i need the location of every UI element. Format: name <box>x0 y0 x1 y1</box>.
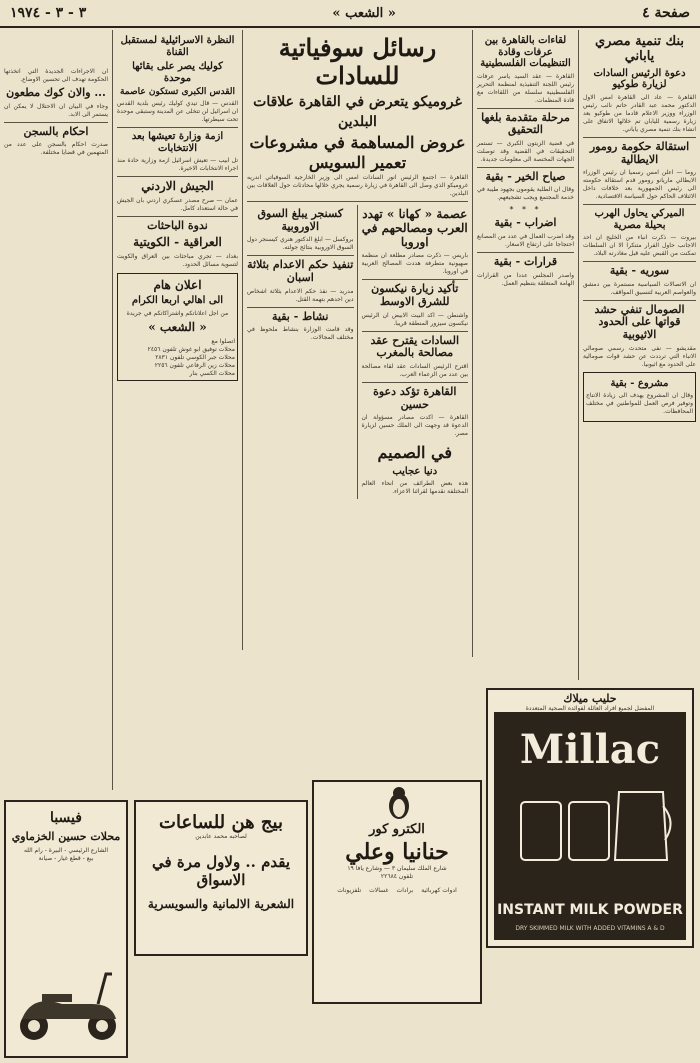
article-body: بيروت — ذكرت انباء من الخليج ان احد الاجانب حاول الفرار متنكرا الا ان السلطات تمكنت من القبض عليه قبل مغادرته البلاد. <box>583 234 696 258</box>
ad-electro-list <box>314 887 480 895</box>
article-body: وقد اضرب العمال في عدد من المصانع احتجاجا على ارتفاع الاسعار. <box>477 233 574 249</box>
ad-vespa <box>4 800 128 1058</box>
article-body: القاهرة — عاد الى القاهرة امس الاول الدكتور محمد عبد القادر حاتم نائب رئيس الوزراء ووزير الاعلام قادما من طوكيو بعد زيارة رسمية لليابان تم خلالها الاتفاق على انشاء بنك تنمية مصري ياباني. <box>583 93 696 133</box>
ad-vespa-brand: فيسبا <box>50 810 82 826</box>
article-body: اقترح الرئيس السادات عقد لقاء مصالحة بين عدد من الزعماء العرب. <box>361 362 468 378</box>
article-body: مدريد — نفذ حكم الاعدام بثلاثة اشخاص دين احدهم بتهمة القتل. <box>247 287 354 303</box>
column-4 <box>112 30 242 790</box>
headline-canal: النظرة الاسرائيلية لمستقبل القناة <box>120 35 235 58</box>
ad-electro-item: برادات <box>396 887 414 894</box>
column-3 <box>242 30 472 650</box>
headline-visit: دعوة الرئيس السادات لزيارة طوكيو <box>593 67 686 91</box>
divider <box>362 382 469 383</box>
headline-crisis: ازمة وزارة تعيشها بعد الانتخابات <box>131 131 224 154</box>
headline-gromyko: غروميكو يتعرض في القاهرة علاقات البلدين <box>253 94 462 130</box>
divider <box>583 204 696 205</box>
divider <box>247 201 468 202</box>
ad-electro <box>312 780 482 1004</box>
ad-millac-top: حليب ميلاك <box>563 692 617 705</box>
announcement-line: اتصلوا مع <box>211 337 235 345</box>
article-body: وقال ان الطلبة يقومون بجهود طيبة في خدمة المجتمع ويجب تشجيعهم. <box>477 186 574 202</box>
ad-watches-title: بيج هن للساعات <box>159 812 283 833</box>
ad-watches <box>134 800 308 956</box>
article-body: عمان — صرح مصدر عسكري اردني بان الجيش في حالة استعداد كامل. <box>117 197 238 213</box>
ad-millac-brand: Millac <box>519 726 661 773</box>
divider <box>117 127 238 128</box>
masthead <box>0 0 700 28</box>
divider <box>362 331 469 332</box>
divider <box>362 279 469 280</box>
article-body: ان الاتصالات السياسية مستمرة بين دمشق والعواصم العربية لتنسيق المواقف. <box>583 280 696 296</box>
ad-electro-phone: تلفون ٢٢٦٨٤ <box>380 873 414 880</box>
headline-kahana: عصمة « كهانا » تهدد العرب ومصالحهم في اوروبا <box>361 207 468 249</box>
article-body: في قضية الزيتون الكبرى — تستمر التحقيقات في القضية وقد توصلت الجهات المختصة الى معلومات جديدة. <box>477 139 574 163</box>
ad-watches-line: الشعرية الالمانية والسويسرية <box>147 897 295 911</box>
sub-column-left <box>247 205 358 499</box>
headline-project: مشروع - بقية <box>610 377 669 389</box>
scooter-illustration <box>12 964 124 1044</box>
feature-title: في الصميم <box>377 443 452 463</box>
project-box <box>583 372 696 423</box>
divider <box>117 216 238 217</box>
headline-arafat: لقاءات بالقاهرة بين عرفات وقادة التنظيمات الفلسطينية <box>480 35 571 69</box>
divider <box>583 261 696 262</box>
separator-stars: * * * <box>509 205 542 215</box>
announcement-line: محلات جبر الكوسي تلفون ٢٨٣١ <box>155 353 235 361</box>
article-body: القاهرة — عقد السيد ياسر عرفات رئيس اللجنة التنفيذية لمنظمة التحرير الفلسطينية سلسلة من اللقاءات مع قادة المنظمات. <box>477 72 574 104</box>
ad-electro-address: شارع الملك سليمان ٣ — وشارع يافا ١٩ <box>347 865 447 872</box>
sub-column-right <box>362 205 469 499</box>
article-body: بغداد — تجري مباحثات بين العراق والكويت لتسوية مسائل الحدود. <box>117 252 238 268</box>
ad-electro-name: حنانيا وعلي <box>345 839 449 865</box>
ad-watches-owner: لصاحبه محمد عابدين <box>195 833 247 840</box>
announcement-line: محلات زين الرفاعي تلفون ٢٢٥٦ <box>154 361 235 369</box>
ad-millac-fine-print: DRY SKIMMED MILK WITH ADDED VITAMINS A & D <box>515 925 665 932</box>
headline-rumor: استقالة حكومة رومور الايطالية <box>589 139 690 166</box>
divider <box>247 307 354 308</box>
headline-syria: سوريه - بقية <box>609 264 670 278</box>
article-body: بروكسل — ابلغ الدكتور هنري كيسنجر دول السوق الاوروبية بنتائج جولته. <box>247 236 354 252</box>
headline-researchers: ندوة الباحثات <box>147 219 208 233</box>
ad-electro-item: غسالات <box>369 887 389 894</box>
headline-kissinger: كسنجر يبلغ السوق الاوروبية <box>257 207 343 233</box>
ad-vespa-line: بيع - قطع غيار - صيانة <box>38 855 94 862</box>
article-body: ان الاجراءات الجديدة التي اتخذتها الحكومة تهدف الى تحسين الاوضاع. <box>4 68 108 83</box>
headline-decisions: قرارات - بقية <box>493 255 558 269</box>
milk-jug-illustration <box>507 782 677 872</box>
headline-somalia: الصومال تنفي حشد قواتها على الحدود الاثيوبية <box>594 302 685 342</box>
paper-name: « الشعب » <box>332 5 396 21</box>
sub-columns <box>247 205 468 499</box>
article-body: وجاء في البيان ان الاحتلال لا يمكن ان يستمر الى الابد. <box>4 102 108 118</box>
ad-millac <box>486 688 694 948</box>
announcement-subtitle: الى اهالي اربعا الكرام <box>131 295 224 307</box>
article-body: وقد قامت الوزارة بنشاط ملحوظ في مختلف المجالات. <box>247 326 354 342</box>
column-2 <box>472 30 578 657</box>
ad-electro-item: ادوات كهربائية <box>421 887 457 894</box>
ad-electro-item: تلفزيونات <box>337 887 362 894</box>
feature-subtitle: دنيا عجايب <box>392 465 438 477</box>
divider <box>477 252 574 253</box>
headline-cook: ... والان كوك مطعون <box>6 86 106 99</box>
headline-escape: الميركي يحاول الهرب بحيلة مصرية <box>594 208 685 231</box>
column-5 <box>0 30 112 790</box>
article-body: باريس — ذكرت مصادر مطلعة ان منظمة صهيونية متطرفة هددت المصالح العربية في اوروبا. <box>361 252 468 276</box>
headline-jordan-army: الجيش الاردني <box>141 179 214 194</box>
headline-jerusalem: القدس الكبرى تستكون عاصمة <box>119 87 236 97</box>
headline-bank: بنك تنمية مصري ياباني <box>594 34 685 64</box>
headline-suez: عروض المساهمة في مشروعات تعمير السويس <box>249 133 466 172</box>
article-body: تل ابيب — تعيش اسرائيل ازمة وزارية حادة منذ اجراء الانتخابات الاخيرة. <box>117 157 238 173</box>
announcement-paper: « الشعب » <box>148 319 207 334</box>
headline-sadat-morocco: السادات يقترح عقد مصالحة بالمغرب <box>370 333 460 360</box>
headline-kollek: كوليك يصر على بقائها موحدة <box>132 61 223 84</box>
divider <box>477 167 574 168</box>
article-body: القاهرة — اكدت مصادر مسؤولة ان الدعوة قد وجهت الى الملك حسين لزيارة مصر. <box>361 414 468 438</box>
headline-main: رسائل سوفياتية للسادات <box>278 33 437 90</box>
announcement-line: محلات توفيق ابو غوش تلفون ٢٤٥٦ <box>147 345 235 353</box>
headline-nixon: تأكيد زيارة نيكسون للشرق الاوسط <box>371 282 459 309</box>
ad-millac-panel <box>494 712 686 940</box>
article-body: هذه بعض الطرائف من انحاء العالم المختلفة نقدمها لقرائنا الاعزاء. <box>361 480 468 496</box>
ad-vespa-address: الشارع الرئيسي - البيرة - رام الله <box>23 847 109 854</box>
headline-execution: تنفيذ حكم الاعدام بثلاثة اسبان <box>247 258 354 284</box>
announcement-title: اعلان هام <box>153 277 202 292</box>
article-body: روما — اعلن امس رسميا ان رئيس الوزراء الايطالي ماريانو رومور قدم استقالة حكومته الى رئيس الجمهورية بعد خلافات داخل الائتلاف الحاكم حول السياسة الاقتصادية. <box>583 169 696 201</box>
ad-watches-slogan: يقدم .. ولاول مرة في الاسواق <box>151 853 291 889</box>
ad-millac-subtitle: المفضل لجميع افراد العائلة لفوائده الصحية المتعددة <box>525 705 655 712</box>
divider <box>4 122 108 123</box>
headline-iraq-kuwait: العراقية - الكويتية <box>133 234 222 249</box>
article-body: القاهرة — اجتمع الرئيس انور السادات امس الى وزير الخارجية السوفياتي اندريه غروميكو الذي وصل الى القاهرة في زيارة رسمية يجري خلالها محادثات حول العلاقات بين البلدين. <box>247 174 468 197</box>
headline-investigation: مرحلة متقدمة بلغها التحقيق <box>481 110 570 137</box>
divider <box>477 108 574 109</box>
page-label: صفحة ٤ <box>642 5 690 21</box>
ad-vespa-title: محلات حسين الخزماوي <box>11 830 121 843</box>
article-body: وقال ان المشروع يهدف الى زيادة الانتاج وتوفير فرص العمل للمواطنين في مختلف المحافظات. <box>586 392 693 416</box>
headline-hussein: القاهرة تؤكد دعوة حسين <box>373 384 457 411</box>
divider <box>583 300 696 301</box>
article-body: مقديشو — نفى متحدث رسمي صومالي الانباء التي ترددت عن حشد قوات صومالية على الحدود مع اثيوبيا. <box>583 344 696 368</box>
headline-strike: اضراب - بقية <box>494 216 557 230</box>
divider <box>583 137 696 138</box>
column-1 <box>578 30 700 680</box>
article-body: واشنطن — اكد البيت الابيض ان الرئيس نيكسون سيزور المنطقة قريبا. <box>361 311 468 327</box>
article-body: القدس — قال تيدي كوليك رئيس بلدية القدس ان اسرائيل لن تتخلى عن المدينة وستبقى موحدة تحت سيطرتها. <box>117 100 238 124</box>
article-body: صدرت احكام بالسجن على عدد من المتهمين في قضايا مختلفة. <box>4 141 108 157</box>
headline-sentences: احكام بالسجن <box>23 124 89 138</box>
issue-date: ٣ - ٣ - ١٩٧٤ <box>10 5 87 21</box>
article-body: واصدر المجلس عددا من القرارات الهامة المتعلقة بتنظيم العمل. <box>477 271 574 287</box>
headline-morning: صياح الخير - بقية <box>485 169 566 183</box>
headline-activity: نشاط - بقية <box>272 309 329 323</box>
divider <box>247 255 354 256</box>
announcement-line: محلات الكسي بنار <box>189 369 235 377</box>
penguin-logo-icon <box>384 786 414 820</box>
ad-electro-title: الكترو كور <box>369 822 425 837</box>
announcement-body: من اجل اعلاناتكم واشتراكاتكم في جريدة <box>126 309 229 317</box>
announcement-box <box>117 273 238 381</box>
ad-millac-product: INSTANT MILK POWDER <box>497 902 683 918</box>
divider <box>117 176 238 177</box>
